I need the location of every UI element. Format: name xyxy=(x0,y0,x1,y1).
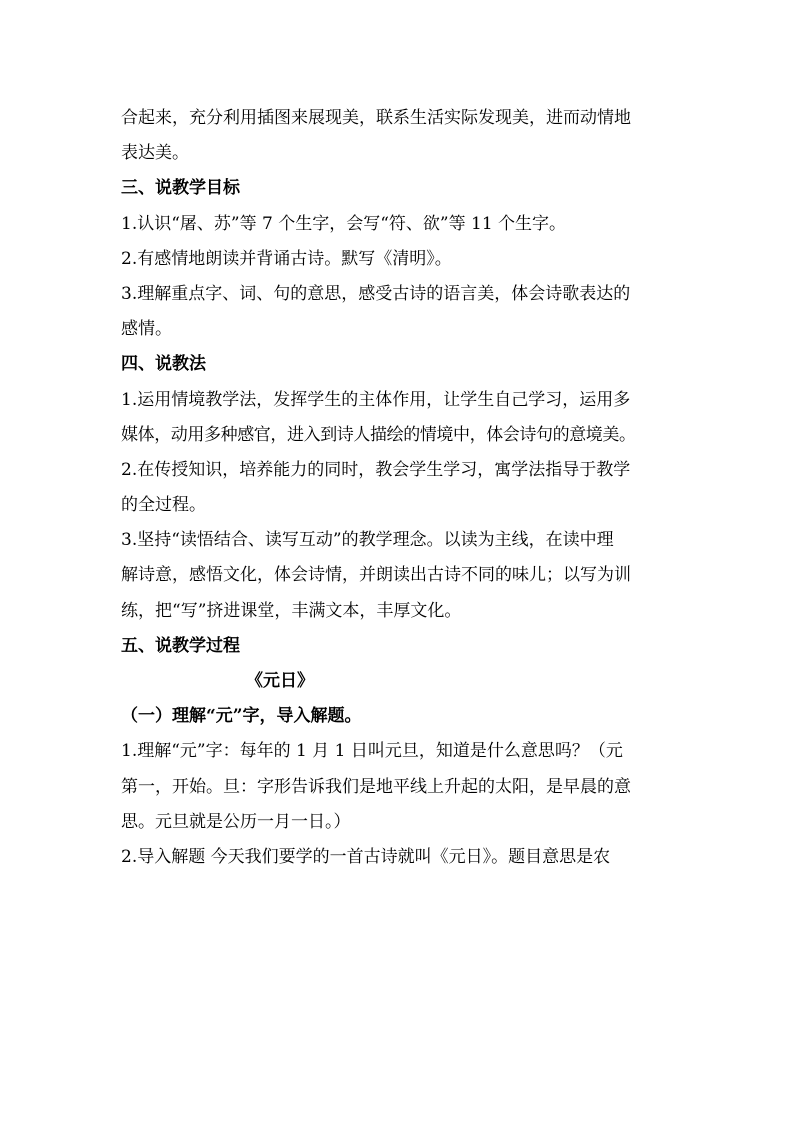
goal-item-1: 1.认识“屠、苏”等 7 个生字，会写“符、欲”等 11 个生字。 xyxy=(121,213,567,234)
process-item-2: 2.导入解题 今天我们要学的一首古诗就叫《元日》。题目意思是农 xyxy=(121,846,611,867)
process-item-1: 1.理解“元”字：每年的 1 月 1 日叫元旦，知道是什么意思吗？（元 xyxy=(121,741,623,762)
paragraph-line: 媒体，动用多种感官，进入到诗人描绘的情境中，体会诗句的意境美。 xyxy=(121,424,636,445)
method-item-1: 1.运用情境教学法，发挥学生的主体作用，让学生自己学习，运用多 xyxy=(121,389,631,410)
subsection-heading: （一）理解“元”字，导入解题。 xyxy=(121,706,362,727)
paragraph-line: 的全过程。 xyxy=(121,495,206,516)
paragraph-line: 思。元旦就是公历一月一日。） xyxy=(121,811,351,832)
paragraph-line: 感情。 xyxy=(121,319,172,340)
paragraph-line: 解诗意，感悟文化，体会诗情，并朗读出古诗不同的味儿；以写为训 xyxy=(121,565,631,586)
section-heading-teaching-goals: 三、说教学目标 xyxy=(121,178,240,199)
document-body xyxy=(121,101,681,875)
paragraph-line: 第一，开始。旦：字形告诉我们是地平线上升起的太阳，是早晨的意 xyxy=(121,776,631,797)
section-heading-teaching-process: 五、说教学过程 xyxy=(121,635,240,656)
method-item-2: 2.在传授知识，培养能力的同时，教会学生学习，寓学法指导于教学 xyxy=(121,459,631,480)
goal-item-3: 3.理解重点字、词、句的意思，感受古诗的语言美，体会诗歌表达的 xyxy=(121,283,631,304)
paragraph-line: 表达美。 xyxy=(121,143,189,164)
paragraph-line: 合起来，充分利用插图来展现美，联系生活实际发现美，进而动情地 xyxy=(121,108,631,128)
poem-title: 《元日》 xyxy=(246,671,314,691)
method-item-3: 3.坚持“读悟结合、读写互动”的教学理念。以读为主线，在读中理 xyxy=(121,530,614,551)
section-heading-teaching-methods: 四、说教法 xyxy=(121,354,206,375)
goal-item-2: 2.有感情地朗读并背诵古诗。默写《清明》。 xyxy=(121,248,452,269)
paragraph-line: 练，把“写”挤进课堂，丰满文本，丰厚文化。 xyxy=(121,600,462,621)
